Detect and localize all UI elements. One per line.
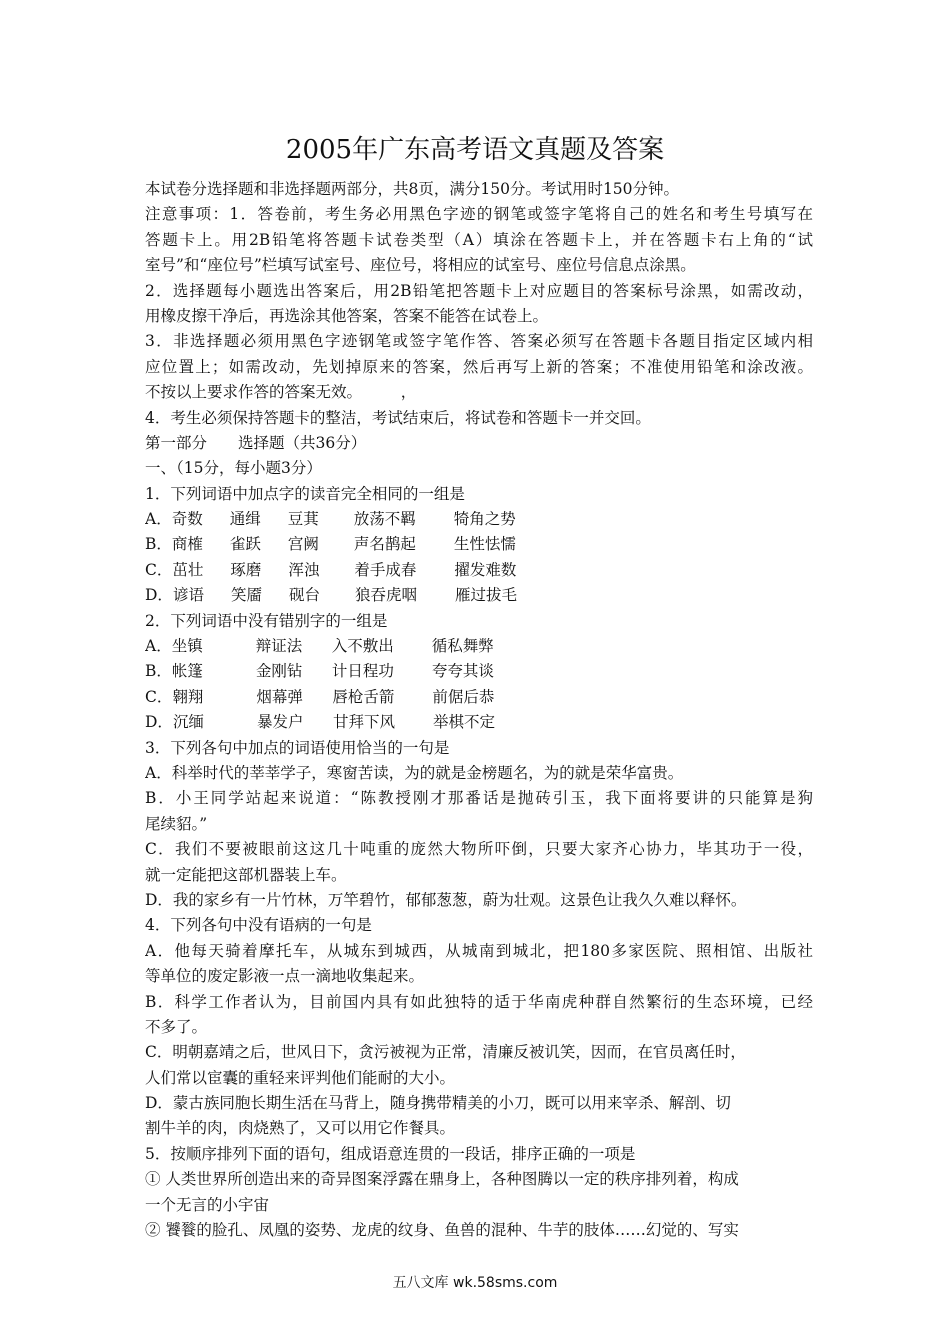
question-stem: 4．下列各句中没有语病的一句是 (145, 916, 372, 935)
notice-line: 3．非选择题必须用黑色字迹钢笔或签字笔作答、答案必须写在答题卡各题目指定区域内相 (145, 332, 813, 351)
answer-line: 人们常以宦囊的重轻来评判他们能耐的大小。 (145, 1068, 456, 1087)
q2-option: D．沉缅 暴发户 甘拜下风 举棋不定 (145, 713, 495, 732)
q1-option: B．商榷 雀跃 宫阙 声名鹊起 生性怯懦 (145, 535, 516, 554)
section-heading: 第一部分 选择题（共36分） (145, 433, 367, 452)
page-title: 2005年广东高考语文真题及答案 (285, 135, 665, 165)
notice-line: 答题卡上。用2B铅笔将答题卡试卷类型（A）填涂在答题卡上，并在答题卡右上角的“试 (145, 230, 813, 249)
answer-line: B．科学工作者认为，目前国内具有如此独特的适于华南虎种群自然繁衍的生态环境，已经 (145, 992, 813, 1011)
answer-line: ① 人类世界所创造出来的奇异图案浮露在鼎身上，各种图腾以一定的秩序排列着，构成 (145, 1170, 739, 1189)
answer-line: B．小王同学站起来说道：“陈教授刚才那番话是抛砖引玉，我下面将要讲的只能算是狗 (145, 789, 813, 808)
answer-line: 等单位的废定影液一点一滴地收集起来。 (145, 967, 425, 986)
notice-line: 注意事项：1．答卷前，考生务必用黑色字迹的钢笔或签字笔将自己的姓名和考生号填写在 (145, 205, 813, 224)
intro-line: 本试卷分选择题和非选择题两部分，共8页，满分150分。考试用时150分钟。 (145, 180, 680, 198)
notice-line: 4．考生必须保持答题卡的整洁，考试结束后，将试卷和答题卡一并交回。 (145, 408, 651, 427)
notice-line: 用橡皮擦干净后，再选涂其他答案，答案不能答在试卷上。 (145, 306, 549, 325)
answer-line: C．明朝嘉靖之后，世风日下，贪污被视为正常，清廉反被讥笑，因而，在官员离任时， (145, 1043, 746, 1062)
q2-option: A．坐镇 辩证法 入不敷出 循私舞弊 (145, 637, 494, 656)
answer-line: 不多了。 (145, 1017, 208, 1036)
q2-option: C．翱翔 烟幕弹 唇枪舌箭 前倨后恭 (145, 687, 495, 706)
question-stem: 5．按顺序排列下面的语句，组成语意连贯的一段话，排序正确的一项是 (145, 1144, 636, 1163)
notice-line: 2．选择题每小题选出答案后，用2B铅笔把答题卡上对应题目的答案标号涂黑，如需改动， (145, 281, 813, 300)
q2-option: B．帐篷 金刚钻 计日程功 夸夸其谈 (145, 662, 494, 681)
answer-line: 尾续貂。” (145, 814, 208, 833)
question-stem: 1．下列词语中加点字的读音完全相同的一组是 (145, 484, 465, 503)
answer-line: 割牛羊的肉，肉烧熟了，又可以用它作餐具。 (145, 1119, 456, 1138)
notice-line: 应位置上；如需改动，先划掉原来的答案，然后再写上新的答案；不准使用铅笔和涂改液。 (145, 357, 813, 376)
q1-option: C．茁壮 琢磨 浑浊 着手成春 擢发难数 (145, 560, 517, 579)
q1-option: D．谚语 笑靥 砚台 狼吞虎咽 雁过拔毛 (145, 586, 517, 605)
exam-body (145, 177, 813, 1243)
answer-line: A．科举时代的莘莘学子，寒窗苦读，为的就是金榜题名，为的就是荣华富贵。 (145, 763, 684, 782)
notice-line: 不按以上要求作答的答案无效。 ， (145, 383, 417, 402)
answer-line: 就一定能把这部机器装上车。 (145, 865, 347, 884)
subsection-heading: 一、（15分，每小题3分） (145, 459, 322, 478)
answer-line: ② 饕餮的脸孔、凤凰的姿势、龙虎的纹身、鱼兽的混种、牛芋的肢体……幻觉的、写实 (145, 1221, 739, 1240)
q1-option: A．奇数 通缉 豆萁 放荡不羁 犄角之势 (145, 510, 516, 529)
answer-line: D．我的家乡有一片竹林，万竿碧竹，郁郁葱葱，蔚为壮观。这景色让我久久难以释怀。 (145, 890, 747, 909)
question-stem: 2．下列词语中没有错别字的一组是 (145, 611, 388, 630)
answer-line: A．他每天骑着摩托车，从城东到城西，从城南到城北，把180多家医院、照相馆、出版社 (145, 941, 813, 960)
answer-line: 一个无言的小宇宙 (145, 1195, 270, 1214)
footer-watermark: 五八文库 wk.58sms.com (392, 1275, 558, 1291)
question-stem: 3．下列各句中加点的词语使用恰当的一句是 (145, 738, 450, 757)
answer-line: D．蒙古族同胞长期生活在马背上，随身携带精美的小刀，既可以用来宰杀、解剖、切 (145, 1094, 731, 1113)
notice-line: 室号”和“座位号”栏填写试室号、座位号，将相应的试室号、座位号信息点涂黑。 (145, 256, 696, 275)
answer-line: C．我们不要被眼前这这几十吨重的庞然大物所吓倒，只要大家齐心协力，毕其功于一役， (145, 840, 813, 859)
